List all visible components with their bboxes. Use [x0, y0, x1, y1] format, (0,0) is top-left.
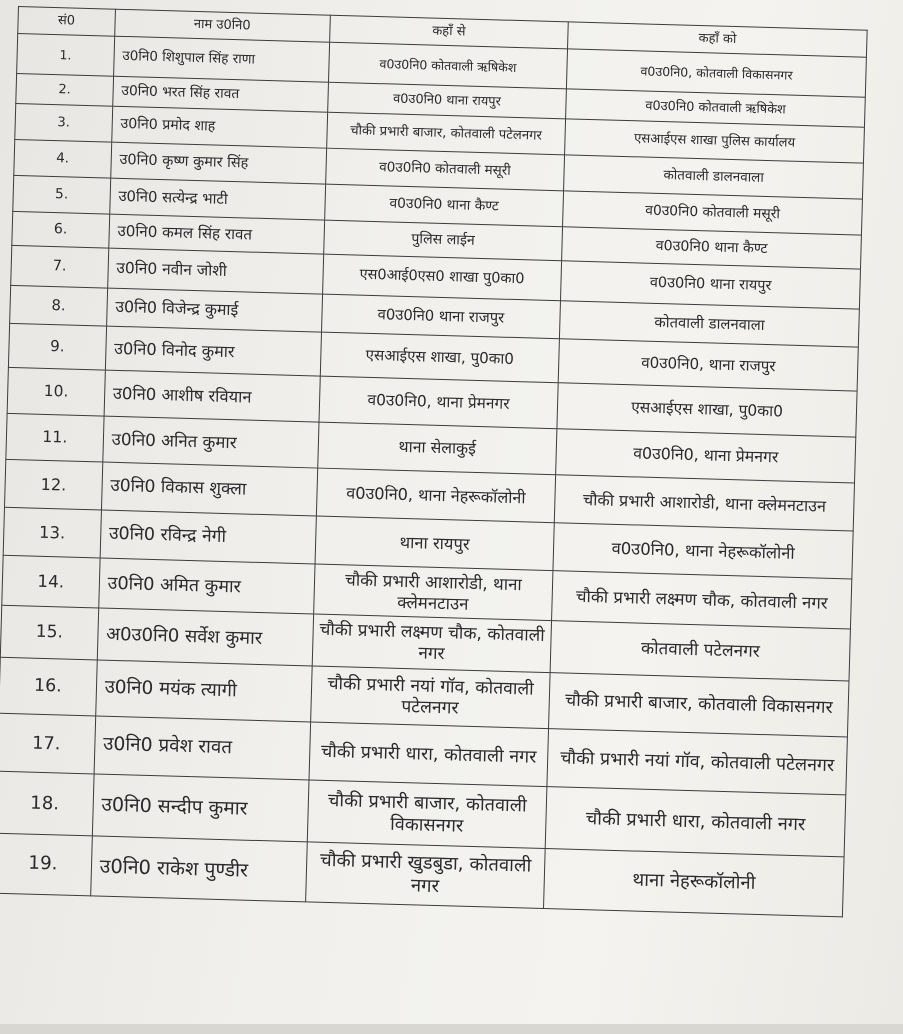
serial-cell: 14.: [2, 555, 100, 608]
from-cell: एस0आई0एस0 शाखा पु0का0: [322, 254, 562, 301]
from-cell: व0उ0नि0, थाना नेहरूकॉलोनी: [316, 468, 556, 523]
serial-cell: 9.: [8, 323, 106, 370]
from-cell: व0उ0नि0 थाना राजपुर: [321, 294, 561, 339]
to-cell: व0उ0नि0, कोतवाली विकासनगर: [567, 49, 867, 97]
serial-cell: 2.: [16, 73, 114, 106]
name-cell: उ0नि0 कृष्ण कुमार सिंह: [110, 142, 326, 184]
to-cell: चौकी प्रभारी धारा, कोतवाली नगर: [545, 787, 845, 857]
name-cell: उ0नि0 राकेश पुण्डीर: [90, 836, 307, 902]
header-from: कहाँ से: [329, 15, 568, 49]
to-cell: एसआईएस शाखा, पु0का0: [557, 383, 857, 437]
from-cell: पुलिस लाईन: [323, 220, 562, 261]
name-cell: उ0नि0 विजेन्द्र कुमाई: [106, 288, 322, 332]
from-cell: एसआईएस शाखा, पु0का0: [320, 332, 560, 383]
serial-cell: 8.: [10, 285, 108, 326]
name-cell: उ0नि0 सत्येन्द्र भाटी: [109, 178, 325, 220]
serial-cell: 7.: [11, 245, 109, 288]
to-cell: कोतवाली डालनवाला: [560, 301, 860, 347]
serial-cell: 12.: [4, 459, 102, 510]
name-cell: उ0नि0 रविन्द्र नेगी: [100, 510, 316, 564]
serial-cell: 5.: [13, 175, 111, 214]
from-cell: व0उ0नि0 कोतवाली मसूरी: [325, 148, 564, 191]
to-cell: चौकी प्रभारी नयां गॉव, कोतवाली पटेलनगर: [547, 729, 847, 795]
name-cell: उ0नि0 सन्दीप कुमार: [92, 774, 309, 842]
from-cell: चौकी प्रभारी लक्ष्मण चौक, कोतवाली नगर: [312, 614, 552, 673]
serial-cell: 16.: [0, 657, 97, 716]
to-cell: थाना नेहरूकॉलोनी: [544, 849, 844, 917]
from-cell: चौकी प्रभारी बाजार, कोतवाली पटेलनगर: [326, 112, 565, 155]
from-cell: थाना रायपुर: [315, 516, 555, 571]
serial-cell: 17.: [0, 713, 95, 774]
to-cell: व0उ0नि0 कोतवाली मसूरी: [563, 191, 863, 235]
to-cell: चौकी प्रभारी बाजार, कोतवाली विकासनगर: [549, 673, 849, 737]
name-cell: उ0नि0 प्रमोद शाह: [111, 106, 327, 148]
header-name: नाम उ0नि0: [114, 9, 330, 42]
from-cell: व0उ0नि0 थाना कैण्ट: [324, 184, 563, 227]
serial-cell: 18.: [0, 771, 94, 836]
serial-cell: 15.: [0, 605, 98, 660]
header-to: कहाँ को: [568, 22, 867, 57]
to-cell: कोतवाली डालनवाला: [564, 155, 864, 199]
name-cell: उ0नि0 नवीन जोशी: [107, 248, 323, 294]
to-cell: व0उ0नि0, थाना राजपुर: [558, 339, 858, 391]
serial-cell: 4.: [14, 139, 112, 178]
to-cell: व0उ0नि0, थाना प्रेमनगर: [556, 429, 856, 483]
name-cell: उ0नि0 विकास शुक्ला: [101, 462, 317, 516]
from-cell: चौकी प्रभारी नयां गॉव, कोतवाली पटेलनगर: [310, 666, 550, 729]
name-cell: उ0नि0 अमित कुमार: [98, 558, 314, 614]
name-cell: उ0नि0 कमल सिंह रावत: [108, 214, 324, 254]
to-cell: व0उ0नि0, थाना नेहरूकॉलोनी: [553, 523, 853, 579]
serial-cell: 3.: [15, 103, 113, 142]
transfer-table: [0, 6, 868, 917]
from-cell: चौकी प्रभारी आशारोडी, थाना क्लेमनटाउन: [313, 564, 553, 621]
from-cell: चौकी प्रभारी धारा, कोतवाली नगर: [309, 722, 549, 787]
serial-cell: 19.: [0, 833, 92, 896]
from-cell: चौकी प्रभारी बाजार, कोतवाली विकासनगर: [307, 780, 547, 849]
from-cell: थाना सेलाकुई: [317, 422, 557, 475]
to-cell: चौकी प्रभारी आशारोडी, थाना क्लेमनटाउन: [555, 475, 855, 531]
name-cell: उ0नि0 भरत सिंह रावत: [112, 76, 328, 112]
name-cell: उ0नि0 विनोद कुमार: [105, 326, 321, 376]
to-cell: एसआईएस शाखा पुलिस कार्यालय: [565, 119, 865, 163]
to-cell: कोतवाली पटेलनगर: [550, 621, 850, 681]
to-cell: व0उ0नि0 कोतवाली ऋषिकेश: [566, 89, 866, 127]
name-cell: अ0उ0नि0 सर्वेश कुमार: [97, 608, 313, 666]
name-cell: उ0नि0 शिशुपाल सिंह राणा: [113, 36, 329, 82]
from-cell: व0उ0नि0, थाना प्रेमनगर: [319, 376, 559, 429]
name-cell: उ0नि0 प्रवेश रावत: [94, 716, 310, 780]
serial-cell: 6.: [12, 211, 110, 248]
transfer-list: [0, 6, 868, 1034]
from-cell: व0उ0नि0 थाना रायपुर: [327, 82, 566, 119]
serial-cell: 11.: [6, 413, 104, 462]
serial-cell: 10.: [7, 367, 105, 416]
from-cell: व0उ0नि0 कोतवाली ऋषिकेश: [328, 42, 568, 89]
serial-cell: 1.: [17, 34, 115, 77]
from-cell: चौकी प्रभारी खुडबुडा, कोतवाली नगर: [305, 842, 545, 909]
to-cell: चौकी प्रभारी लक्ष्मण चौक, कोतवाली नगर: [552, 571, 852, 629]
name-cell: उ0नि0 आशीष रवियान: [104, 370, 320, 422]
header-serial: सं0: [18, 7, 115, 37]
to-cell: व0उ0नि0 थाना कैण्ट: [562, 227, 862, 269]
name-cell: उ0नि0 मयंक त्यागी: [95, 660, 311, 722]
serial-cell: 13.: [3, 507, 101, 558]
name-cell: उ0नि0 अनित कुमार: [103, 416, 319, 468]
to-cell: व0उ0नि0 थाना रायपुर: [561, 261, 861, 309]
